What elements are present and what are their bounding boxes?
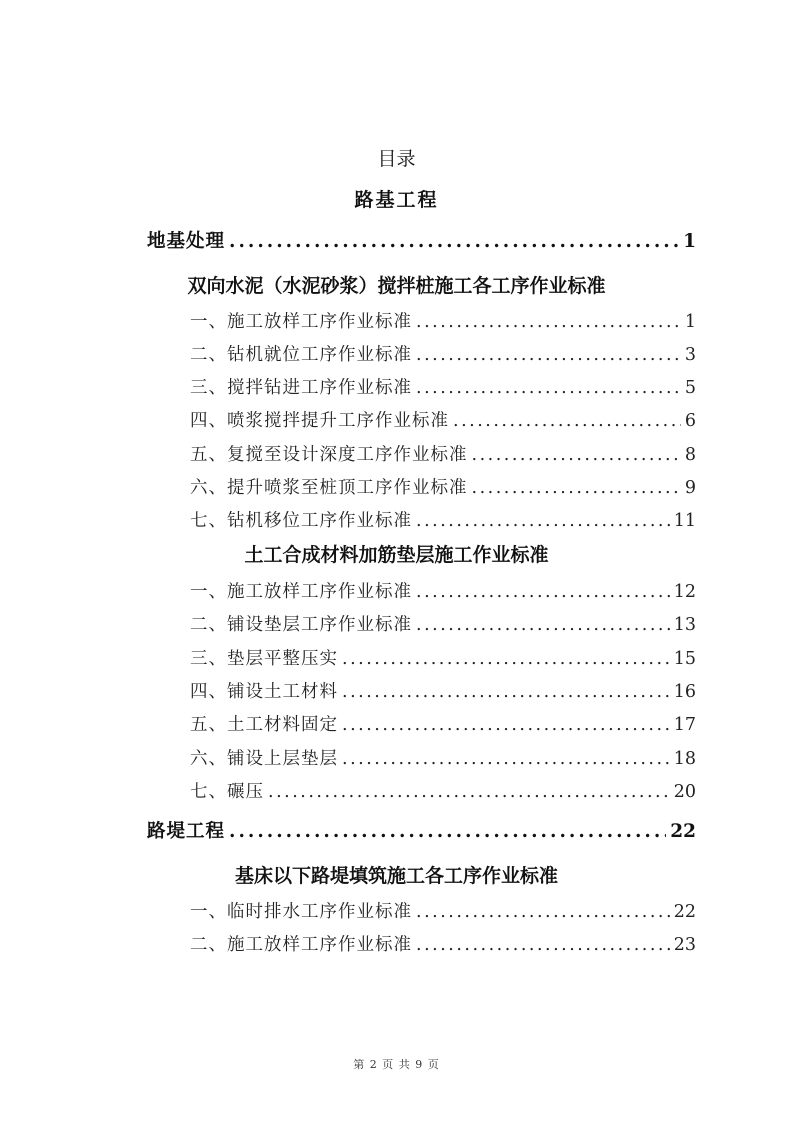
section-title: 基床以下路堤填筑施工各工序作业标准 [234,865,558,887]
toc-entry-label: 路堤工程 [147,821,226,842]
toc-entry[interactable] [190,509,696,533]
dot-leader [416,343,681,367]
toc-entry[interactable] [190,747,696,771]
toc-entry[interactable] [190,933,696,957]
toc-entry-page: 11 [673,511,696,531]
toc-entry-page: 22 [670,821,696,842]
toc-entry-page: 17 [673,715,696,735]
toc-entry[interactable] [190,680,696,704]
toc-entry-label: 六、铺设上层垫层 [190,749,338,769]
toc-entry[interactable] [190,343,696,367]
toc-entry-label: 二、铺设垫层工序作业标准 [190,615,412,635]
section-title: 土工合成材料加筋垫层施工作业标准 [244,544,549,566]
dot-leader [416,376,681,400]
toc-title: 目录 [377,148,416,170]
toc-entry[interactable] [190,376,696,400]
dot-leader [472,443,681,467]
toc-entry-page: 5 [684,378,696,398]
toc-entry-label: 一、施工放样工序作业标准 [190,312,412,332]
toc-entry-label: 二、钻机就位工序作业标准 [190,345,412,365]
toc-entry-page: 13 [673,615,696,635]
toc-entry-page: 8 [684,445,696,465]
toc-entry-main[interactable] [147,230,696,254]
toc-entry-page: 12 [673,582,696,602]
toc-entry-label: 地基处理 [147,231,226,252]
toc-entry[interactable] [190,476,696,500]
dot-leader [229,230,679,254]
toc-entry[interactable] [190,580,696,604]
toc-entry-page: 1 [684,312,696,332]
dot-leader [416,933,670,957]
toc-entry-page: 18 [673,749,696,769]
toc-entry-label: 四、喷浆搅拌提升工序作业标准 [190,411,449,431]
toc-entry-main[interactable] [147,820,696,844]
dot-leader [342,713,670,737]
toc-entry-page: 6 [684,411,696,431]
toc-entry-page: 3 [684,345,696,365]
toc-entry-page: 22 [673,902,696,922]
toc-entry[interactable] [190,443,696,467]
toc-entry-page: 20 [673,782,696,802]
dot-leader [342,680,670,704]
toc-entry-page: 9 [684,478,696,498]
section-title: 双向水泥（水泥砂浆）搅拌桩施工各工序作业标准 [187,275,606,297]
toc-entry-label: 三、垫层平整压实 [190,649,338,669]
toc-entry[interactable] [190,900,696,924]
toc-entry[interactable] [190,613,696,637]
toc-entry-label: 三、搅拌钻进工序作业标准 [190,378,412,398]
dot-leader [342,747,670,771]
toc-entry[interactable] [190,647,696,671]
part-title: 路基工程 [354,189,439,211]
dot-leader [416,613,670,637]
toc-entry-label: 一、施工放样工序作业标准 [190,582,412,602]
toc-entry-label: 五、复搅至设计深度工序作业标准 [190,445,468,465]
toc-entry-label: 四、铺设土工材料 [190,682,338,702]
toc-entry[interactable] [190,310,696,334]
toc-entry-label: 七、钻机移位工序作业标准 [190,511,412,531]
toc-entry-label: 五、土工材料固定 [190,715,338,735]
dot-leader [453,409,681,433]
toc-entry[interactable] [190,780,696,804]
toc-entry-page: 1 [683,231,696,252]
toc-entry-page: 15 [673,649,696,669]
dot-leader [472,476,681,500]
toc-entry[interactable] [190,409,696,433]
dot-leader [416,509,670,533]
toc-entry-label: 七、碾压 [190,782,264,802]
toc-entry[interactable] [190,713,696,737]
dot-leader [416,580,670,604]
toc-entry-label: 六、提升喷浆至桩顶工序作业标准 [190,478,468,498]
dot-leader [416,900,670,924]
toc-entry-label: 一、临时排水工序作业标准 [190,902,412,922]
toc-entry-page: 23 [673,935,696,955]
dot-leader [416,310,681,334]
dot-leader [342,647,670,671]
toc-entry-label: 二、施工放样工序作业标准 [190,935,412,955]
dot-leader [229,820,666,844]
dot-leader [268,780,670,804]
toc-entry-page: 16 [673,682,696,702]
page-footer: 第 2 页 共 9 页 [353,1058,440,1071]
